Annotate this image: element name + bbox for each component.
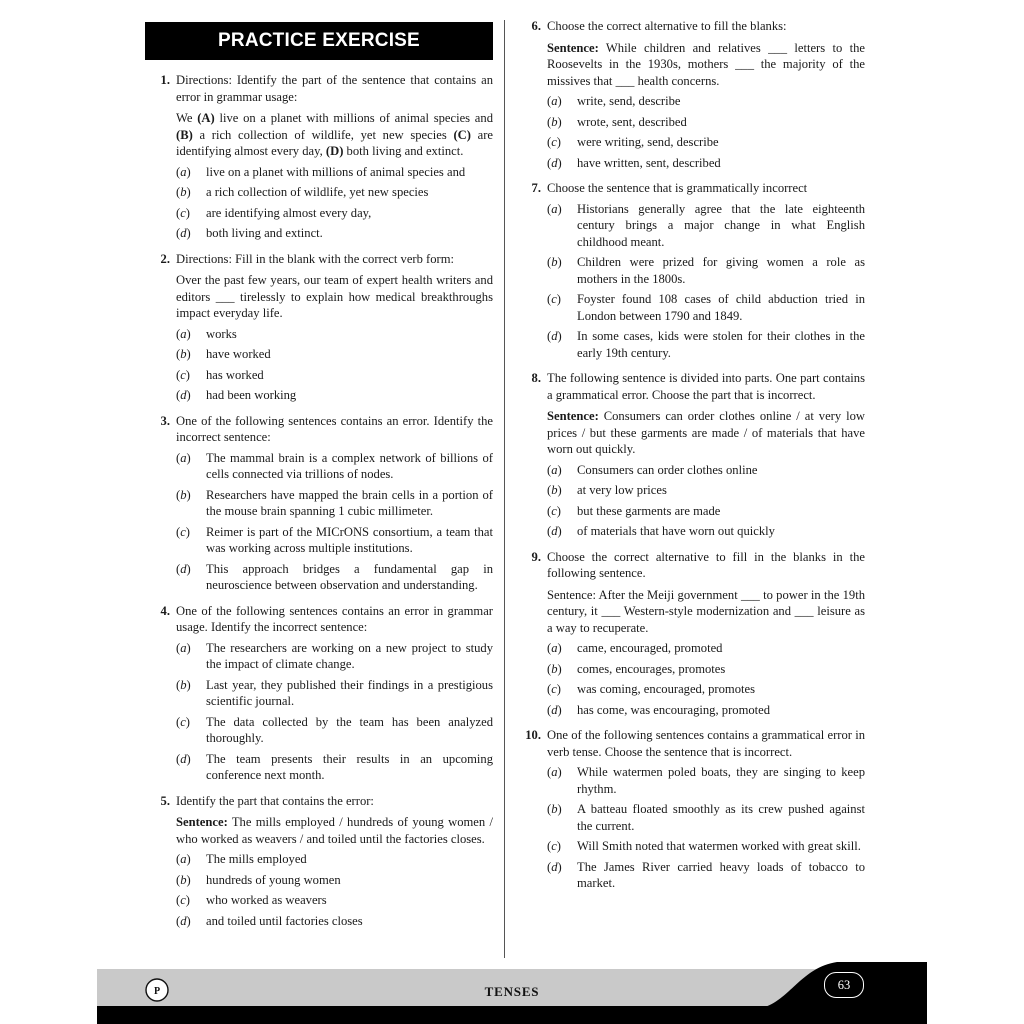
option-b: [547, 801, 865, 834]
question-text: Identify the part that contains the error:: [176, 793, 374, 808]
option-letter: (a): [176, 326, 191, 341]
option-letter: (b): [547, 802, 562, 816]
question-sentence: Over the past few years, our team of expert health writers and editors ___ tirelessly to explain how medical breakthroughs impact everyday life.: [176, 273, 493, 320]
option-b: [176, 872, 493, 889]
option-letter: (a): [176, 640, 191, 655]
question-6: [516, 18, 865, 171]
option-d: [547, 523, 865, 540]
question-7: [516, 180, 865, 361]
question-text: One of the following sentences contains a grammatical error in verb tense. Choose the sentence that is incorrect.: [547, 728, 865, 759]
option-letter: (a): [176, 852, 191, 866]
left-column: [145, 18, 493, 938]
option-d: [176, 751, 493, 784]
option-letter: (c): [547, 503, 561, 518]
question-sentence: Sentence: The mills employed / hundreds of young women / who worked as weavers / and toiled until the factories closes.: [176, 815, 493, 846]
option-text: are identifying almost every day,: [206, 205, 372, 220]
option-d: [176, 561, 493, 594]
question-number: 1.: [160, 73, 170, 87]
option-text: Children were prized for giving women a role as mothers in the 1800s.: [577, 255, 865, 286]
option-letter: (a): [547, 765, 562, 779]
option-letter: (b): [547, 255, 562, 269]
option-letter: (b): [176, 347, 191, 361]
option-d: [176, 387, 493, 404]
option-letter: (d): [176, 913, 191, 928]
option-a: [176, 851, 493, 868]
option-letter: (a): [176, 164, 191, 179]
option-text: wrote, sent, described: [577, 114, 687, 129]
option-a: [547, 462, 865, 479]
option-d: [547, 859, 865, 892]
option-letter: (b): [176, 677, 191, 692]
page-footer: [97, 960, 927, 1024]
option-letter: (d): [547, 702, 562, 717]
right-question-list: [516, 18, 865, 892]
option-text: have worked: [206, 347, 271, 361]
question-10: [516, 727, 865, 892]
question-number: 4.: [160, 603, 170, 618]
option-text: While watermen poled boats, they are singing to keep rhythm.: [577, 765, 865, 796]
option-letter: (d): [547, 859, 562, 874]
option-text: The data collected by the team has been analyzed thoroughly.: [206, 714, 493, 745]
option-text: who worked as weavers: [206, 893, 327, 907]
option-a: [547, 764, 865, 797]
question-number: 7.: [531, 181, 541, 195]
option-text: and toiled until factories closes: [206, 913, 363, 928]
option-letter: (b): [547, 661, 562, 676]
option-letter: (c): [176, 524, 190, 539]
option-b: [176, 677, 493, 710]
question-8: [516, 370, 865, 540]
option-letter: (c): [547, 292, 561, 306]
question-2: [145, 251, 493, 404]
question-number: 3.: [160, 413, 170, 428]
option-c: [176, 205, 493, 222]
option-c: [176, 892, 493, 909]
option-letter: (c): [176, 893, 190, 907]
option-letter: (a): [547, 201, 562, 216]
question-number: 5.: [160, 793, 170, 808]
option-letter: (b): [176, 185, 191, 199]
option-a: [176, 640, 493, 673]
option-d: [176, 913, 493, 930]
option-letter: (c): [176, 367, 190, 382]
option-letter: (a): [547, 94, 562, 108]
option-c: [176, 524, 493, 557]
option-text: The mammal brain is a complex network of billions of cells connected via trillions of nodes.: [206, 450, 493, 481]
option-c: [547, 681, 865, 698]
option-text: hundreds of young women: [206, 872, 341, 887]
question-number: 2.: [160, 251, 170, 266]
question-9: [516, 549, 865, 719]
option-a: [547, 93, 865, 110]
question-text: One of the following sentences contains an error. Identify the incorrect sentence:: [176, 413, 493, 444]
option-b: [176, 346, 493, 363]
option-letter: (b): [176, 872, 191, 887]
right-column: [516, 18, 865, 901]
option-letter: (d): [547, 329, 562, 343]
question-text: Choose the sentence that is grammatically incorrect: [547, 181, 808, 195]
option-c: [547, 503, 865, 520]
question-sentence: We (A) live on a planet with millions of animal species and (B) a rich collection of wildlife, yet new species (C) are identifying almost every day, (D) both living and extinct.: [176, 111, 493, 158]
option-text: The researchers are working on a new project to study the impact of climate change.: [206, 640, 493, 671]
option-text: both living and extinct.: [206, 226, 323, 240]
left-question-list: [145, 72, 493, 929]
option-text: at very low prices: [577, 483, 667, 497]
option-c: [547, 291, 865, 324]
question-text: Directions: Identify the part of the sentence that contains an error in grammar usage:: [176, 73, 493, 104]
option-letter: (a): [547, 641, 562, 655]
question-number: 10.: [525, 728, 541, 742]
option-text: Will Smith noted that watermen worked with great skill.: [577, 839, 861, 853]
option-text: of materials that have worn out quickly: [577, 524, 775, 538]
option-letter: (b): [547, 483, 562, 497]
option-a: [547, 201, 865, 251]
option-text: The team presents their results in an upcoming conference next month.: [206, 751, 493, 782]
option-text: came, encouraged, promoted: [577, 641, 723, 655]
option-text: has come, was encouraging, promoted: [577, 702, 771, 717]
option-text: write, send, describe: [577, 94, 681, 108]
question-text: Choose the correct alternative to fill in the blanks in the following sentence.: [547, 549, 865, 580]
option-d: [547, 328, 865, 361]
question-text: One of the following sentences contains an error in grammar usage. Identify the incorrect sentence:: [176, 603, 493, 634]
question-5: [145, 793, 493, 930]
option-text: have written, sent, described: [577, 155, 721, 170]
question-number: 9.: [531, 549, 541, 564]
practice-exercise-banner: PRACTICE EXERCISE: [145, 22, 493, 60]
option-d: [176, 225, 493, 242]
option-text: The mills employed: [206, 852, 307, 866]
option-text: live on a planet with millions of animal species and: [206, 164, 466, 179]
option-text: comes, encourages, promotes: [577, 661, 726, 676]
option-text: Historians generally agree that the late eighteenth century brings a major change in what English childhood meant.: [577, 201, 865, 249]
option-b: [547, 114, 865, 131]
option-text: Researchers have mapped the brain cells in a portion of the mouse brain spanning 1 cubic millimeter.: [206, 487, 493, 518]
option-text: works: [206, 326, 237, 341]
option-text: a rich collection of wildlife, yet new species: [206, 185, 429, 199]
question-1: [145, 72, 493, 242]
option-text: had been working: [206, 388, 297, 402]
option-letter: (a): [547, 462, 562, 477]
option-letter: (d): [176, 561, 191, 576]
option-letter: (c): [547, 135, 561, 149]
question-text: Choose the correct alternative to fill the blanks:: [547, 19, 787, 33]
option-a: [547, 640, 865, 657]
option-a: [176, 450, 493, 483]
option-text: Foyster found 108 cases of child abduction tried in London between 1790 and 1849.: [577, 292, 865, 323]
svg-text:P: P: [153, 986, 161, 997]
question-4: [145, 603, 493, 784]
option-letter: (a): [176, 450, 191, 465]
option-text: but these garments are made: [577, 503, 721, 518]
option-letter: (d): [176, 226, 191, 240]
option-c: [176, 367, 493, 384]
option-letter: (d): [547, 524, 562, 538]
option-a: [176, 326, 493, 343]
option-c: [547, 838, 865, 855]
question-sentence: Sentence: Consumers can order clothes online / at very low prices / but these garments are made / of materials that have worn out quickly.: [547, 409, 865, 456]
option-d: [547, 702, 865, 719]
option-letter: (c): [176, 205, 190, 220]
chapter-title: TENSES: [484, 984, 540, 999]
option-letter: (d): [176, 751, 191, 766]
option-letter: (c): [547, 839, 561, 853]
option-letter: (b): [547, 114, 562, 129]
option-text: Last year, they published their findings in a prestigious scientific journal.: [206, 677, 493, 708]
question-text: Directions: Fill in the blank with the correct verb form:: [176, 251, 455, 266]
option-text: A batteau floated smoothly as its crew pushed against the current.: [577, 802, 865, 833]
option-letter: (c): [547, 682, 561, 696]
option-text: Consumers can order clothes online: [577, 462, 758, 477]
option-letter: (c): [176, 714, 190, 729]
option-b: [547, 661, 865, 678]
option-a: [176, 164, 493, 181]
option-b: [176, 487, 493, 520]
question-number: 8.: [531, 371, 541, 385]
option-text: has worked: [206, 367, 264, 382]
option-letter: (b): [176, 487, 191, 502]
option-text: Reimer is part of the MICrONS consortium, a team that was working across multiple institutions.: [206, 524, 493, 555]
option-letter: (d): [176, 388, 191, 402]
option-text: In some cases, kids were stolen for their clothes in the early 19th century.: [577, 329, 865, 360]
option-d: [547, 155, 865, 172]
option-b: [547, 254, 865, 287]
column-divider: [504, 20, 505, 958]
question-number: 6.: [531, 19, 541, 33]
option-c: [176, 714, 493, 747]
option-text: This approach bridges a fundamental gap in neuroscience between observation and understanding.: [206, 561, 493, 592]
question-3: [145, 413, 493, 594]
option-c: [547, 134, 865, 151]
question-text: The following sentence is divided into parts. One part contains a grammatical error. Choose the part that is incorrect.: [547, 371, 865, 402]
option-b: [547, 482, 865, 499]
option-letter: (d): [547, 155, 562, 170]
option-text: The James River carried heavy loads of tobacco to market.: [577, 859, 865, 890]
option-text: was coming, encouraged, promotes: [577, 682, 756, 696]
option-b: [176, 184, 493, 201]
question-sentence: Sentence: After the Meiji government ___ to power in the 19th century, it ___ Western-style modernization and ___ leisure as a way to recuperate.: [547, 587, 865, 635]
question-sentence: Sentence: While children and relatives ___ letters to the Roosevelts in the 1930s, mothers ___ the majority of the missives that ___ health concerns.: [547, 40, 865, 88]
page-number: 63: [824, 972, 864, 998]
option-text: were writing, send, describe: [577, 135, 719, 149]
